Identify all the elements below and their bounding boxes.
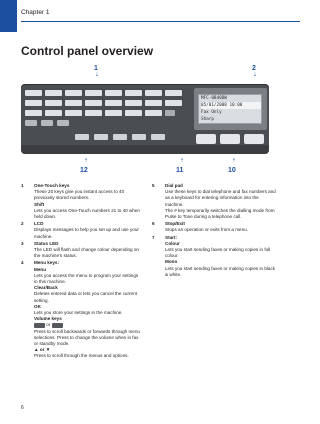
volume-up-icon bbox=[52, 323, 63, 328]
callout-10-arrow: ⇡ bbox=[231, 158, 237, 164]
callout-11-arrow: ⇡ bbox=[179, 158, 185, 164]
header-rule bbox=[21, 21, 300, 22]
callout-2: 2 bbox=[252, 65, 256, 72]
panel-button bbox=[132, 134, 146, 140]
page-title: Control panel overview bbox=[21, 44, 154, 58]
item-body: Stops an operation or exits from a menu. bbox=[165, 227, 248, 233]
item-heading: Status LED bbox=[34, 240, 59, 246]
lcd-line-2: 05/01/2008 10:00 bbox=[201, 102, 261, 109]
item-body: Lets you access the menu to program your settings in this machine. bbox=[34, 272, 139, 285]
item-subheading: Menu bbox=[34, 266, 46, 272]
item-body: Lets you store your settings in the machine. bbox=[34, 310, 123, 316]
volume-or: or bbox=[46, 322, 51, 328]
item-body: Lets you start sending faxes or making copies in full colour. bbox=[165, 247, 271, 259]
item-body: Deletes entered data or lets you cancel the current setting. bbox=[34, 291, 137, 303]
list-item: 1 One-Touch keys These 20 keys give you instant access to 40 previously stored numbers. Shift Lets you access One-Touch numbers 21 to 40 when held down. bbox=[21, 183, 140, 220]
list-item: 2 LCD Displays messages to help you set up and use your machine. bbox=[21, 221, 141, 240]
item-subheading: Colour bbox=[165, 240, 180, 246]
panel-button bbox=[113, 134, 127, 140]
lcd-line-3: Fax Only bbox=[201, 110, 222, 115]
volume-down-icon bbox=[34, 323, 45, 328]
stop-exit-key bbox=[196, 134, 216, 144]
item-body: The # key temporarily switches the dialling mode from Pulse to Tone during a telephone call. bbox=[165, 207, 275, 220]
lcd-screen bbox=[198, 94, 262, 124]
control-panel-strip bbox=[21, 145, 269, 154]
item-subheading: OK bbox=[34, 303, 41, 309]
item-heading: Stop/Exit bbox=[165, 221, 185, 227]
callout-11: 11 bbox=[176, 167, 184, 174]
item-body: Lets you start sending faxes or making copies in black & white. bbox=[165, 265, 276, 277]
one-touch-keys bbox=[25, 88, 185, 130]
callout-12: 12 bbox=[80, 167, 88, 174]
item-body: Displays messages to help you set up and use your machine. bbox=[34, 227, 139, 239]
item-subheading: Mono bbox=[165, 259, 178, 265]
mono-start-key bbox=[244, 134, 264, 144]
item-heading: One-Touch keys bbox=[34, 183, 70, 188]
callout-2-arrow: ⇣ bbox=[252, 72, 258, 78]
page-number: 6 bbox=[21, 405, 24, 411]
callout-12-arrow: ⇡ bbox=[83, 158, 89, 164]
item-subheading: Clear/Back bbox=[34, 285, 58, 291]
chapter-tab bbox=[0, 0, 17, 32]
right-column bbox=[152, 183, 278, 279]
callout-1: 1 bbox=[94, 65, 98, 72]
item-heading: Menu keys: bbox=[34, 260, 60, 266]
item-heading: LCD bbox=[34, 221, 44, 227]
panel-button bbox=[94, 134, 108, 140]
item-body: Lets you access One-Touch numbers 21 to 40 when held down. bbox=[34, 207, 140, 220]
item-body: Press to scroll backwards or forwards through menu selections. Press to change the volume when in fax or standby mode. bbox=[34, 328, 140, 347]
list-item: 7 Start: Colour Lets you start sending faxes or making copies in full colour. Mono Lets you start sending faxes or making copies in black & white. bbox=[152, 235, 278, 278]
item-body: The LED will flash and change colour depending on the machine's status. bbox=[34, 247, 139, 259]
list-item: 5 Dial pad Use these keys to dial telephone and fax numbers and as a keyboard for entering information into the machine. The # key temporarily switches the dialling mode from Pulse to Tone during a telephone call. bbox=[152, 183, 278, 220]
list-item: 3 Status LED The LED will flash and change colour depending on the machine's status. bbox=[21, 241, 141, 260]
panel-button bbox=[75, 134, 89, 140]
lcd-line-4: Sharp bbox=[201, 117, 214, 122]
lcd-line-1: MFC-8840DW bbox=[201, 96, 227, 101]
callout-10: 10 bbox=[228, 167, 236, 174]
item-body: Use these keys to dial telephone and fax numbers and as a keyboard for entering information into the machine. bbox=[165, 189, 276, 207]
item-heading: Dial pad bbox=[165, 183, 183, 188]
panel-button bbox=[151, 134, 165, 140]
item-subheading: ▲ or ▼ bbox=[34, 347, 51, 353]
callout-1-arrow: ⇣ bbox=[94, 72, 100, 78]
left-column bbox=[21, 183, 141, 361]
item-subheading: Shift bbox=[34, 201, 45, 207]
list-item: 4 Menu keys: Menu Lets you access the menu to program your settings in this machine. Clear/Back Deletes entered data or lets you cancel the current setting. OK Lets you store your settings in the machine. Volume keys or Press to scroll backwards or forwards through menu selections. Press to change the volume when in fax or standby mode. ▲ or ▼ Press to scroll through the menus and options. bbox=[21, 260, 140, 359]
colour-start-key bbox=[220, 134, 240, 144]
list-item: 6 Stop/Exit Stops an operation or exits from a menu. bbox=[152, 221, 278, 233]
item-heading: Start: bbox=[165, 234, 177, 240]
item-body: Press to scroll through the menus and options. bbox=[34, 353, 129, 359]
chapter-label: Chapter 1 bbox=[21, 9, 50, 16]
item-body: These 20 keys give you instant access to 40 previously stored numbers. bbox=[34, 189, 125, 201]
item-subheading: Volume keys bbox=[34, 316, 62, 322]
